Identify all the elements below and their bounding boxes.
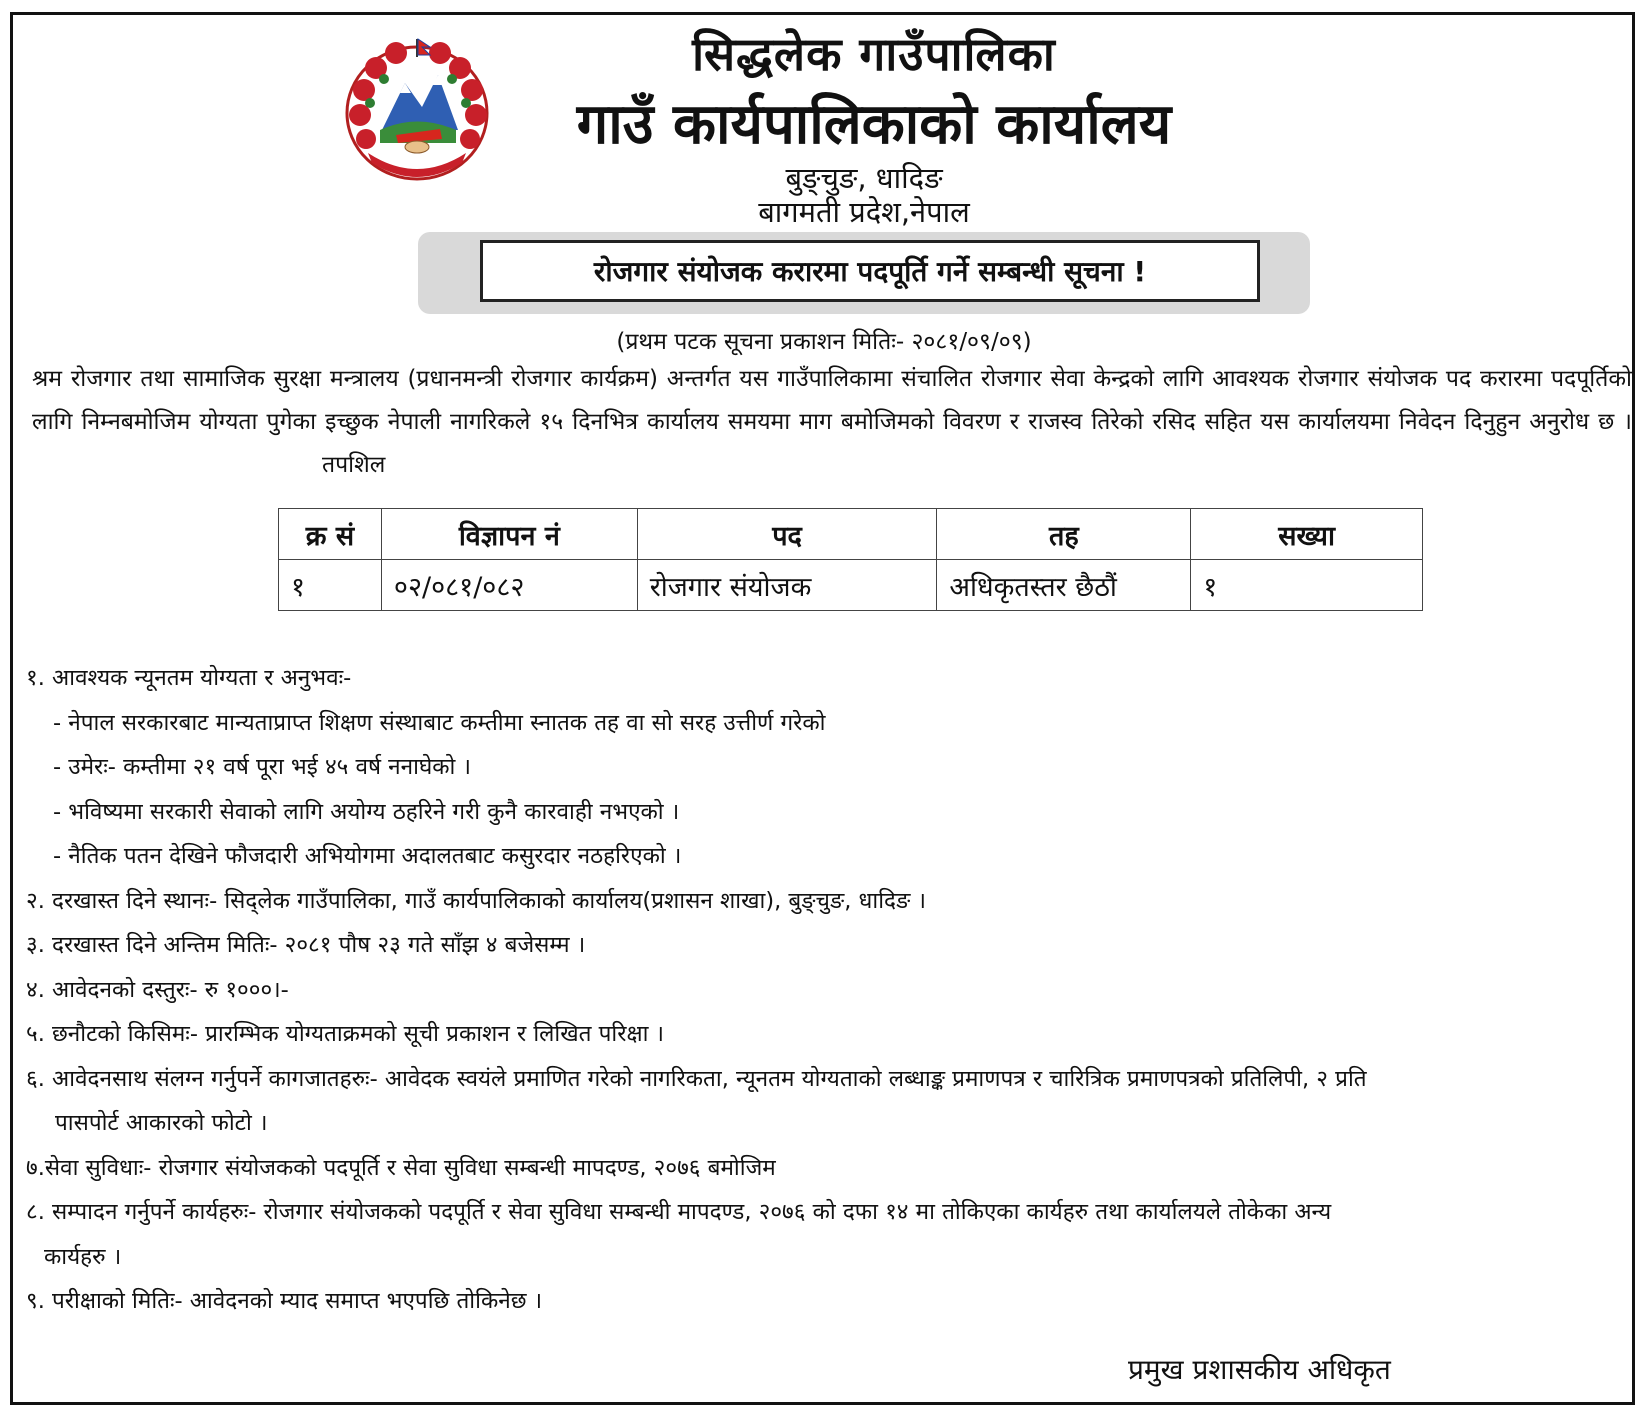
address-line-2: बागमती प्रदेश,नेपाल: [758, 195, 970, 229]
cell-level: अधिकृतस्तर छैठौं: [937, 560, 1191, 611]
details-label: तपशिल: [322, 452, 386, 478]
requirement-4: ४. आवेदनको दस्तुरः- रु १०००।-: [26, 976, 289, 1003]
table-header-row: [279, 509, 1423, 560]
col-count: सख्या: [1191, 509, 1423, 560]
municipality-name: सिद्धलेक गाउँपालिका: [692, 27, 1056, 81]
requirement-2: २. दरखास्त दिने स्थानः- सिद्लेक गाउँपालिका, गाउँ कार्यपालिकाको कार्यालय(प्रशासन शाखा), बुङ्चुङ, धादिङ ।: [26, 887, 926, 914]
requirement-1-item: - नेपाल सरकारबाट मान्यताप्राप्त शिक्षण संस्थाबाट कम्तीमा स्नातक तह वा सो सरह उत्तीर्ण गरेको: [53, 709, 826, 736]
requirement-6-cont: पासपोर्ट आकारको फोटो ।: [55, 1110, 268, 1136]
requirement-6: ६. आवेदनसाथ संलग्न गर्नुपर्ने कागजातहरुः- आवेदक स्वयंले प्रमाणित गरेको नागरिकता, न्यूनतम योग्यताको लब्धाङ्क प्रमाणपत्र र चारित्रिक प्रमाणपत्रको प्रतिलिपी, २ प्रति: [26, 1065, 1367, 1092]
requirement-1-item: - उमेरः- कम्तीमा २१ वर्ष पूरा भई ४५ वर्ष ननाघेको ।: [53, 754, 472, 780]
requirement-1-item: - नैतिक पतन देखिने फौजदारी अभियोगमा अदालतबाट कसुरदार नठहरिएको ।: [53, 843, 682, 869]
address-line-1: बुङ्चुङ, धादिङ: [785, 161, 943, 195]
col-post: पद: [637, 509, 937, 560]
cell-advertisement-no: ०२/०८१/०८२: [381, 560, 637, 611]
requirement-8-cont: कार्यहरु ।: [44, 1243, 122, 1270]
cell-post: रोजगार संयोजक: [637, 560, 937, 611]
cell-serial: १: [279, 560, 382, 611]
requirement-1-title: १. आवश्यक न्यूनतम योग्यता र अनुभवः-: [26, 665, 352, 691]
office-name: गाउँ कार्यपालिकाको कार्यालय: [576, 92, 1172, 157]
col-serial: क्र सं: [279, 509, 382, 560]
requirement-9: ९. परीक्षाको मितिः- आवेदनको म्याद समाप्त भएपछि तोकिनेछ ।: [26, 1288, 543, 1314]
requirements-list: [26, 656, 1616, 1324]
signatory-title: प्रमुख प्रशासकीय अधिकृत: [1128, 1353, 1391, 1386]
cell-count: १: [1191, 560, 1423, 611]
col-advertisement-no: विज्ञापन नं: [381, 509, 637, 560]
publication-date: (प्रथम पटक सूचना प्रकाशन मितिः- २०८१/०९/०९): [616, 329, 1032, 355]
requirement-7: ७.सेवा सुविधाः- रोजगार संयोजकको पदपूर्ति र सेवा सुविधा सम्बन्धी मापदण्ड, २०७६ बमोजिम: [26, 1154, 776, 1181]
vacancy-table: [278, 508, 1423, 611]
intro-paragraph: श्रम रोजगार तथा सामाजिक सुरक्षा मन्त्रालय (प्रधानमन्त्री रोजगार कार्यक्रम) अन्तर्गत यस गाउँपालिकामा संचालित रोजगार सेवा केन्द्रको लागि आवश्यक रोजगार संयोजक पद करारमा पदपूर्तिको लागि निम्नबमोजिम योग्यता पुगेका इच्छुक नेपाली नागरिकले १५ दिनभित्र कार्यालय समयमा माग बमोजिमको विवरण र राजस्व तिरेको रसिद सहित यस कार्यालयमा निवेदन दिनुहुन अनुरोध छ ।तपशिल: [32, 358, 1632, 487]
requirement-3: ३. दरखास्त दिने अन्तिम मितिः- २०८१ पौष २३ गते साँझ ४ बजेसम्म ।: [26, 932, 586, 958]
requirement-1-item: - भविष्यमा सरकारी सेवाको लागि अयोग्य ठहरिने गरी कुनै कारवाही नभएको ।: [53, 798, 680, 825]
requirement-5: ५. छनौटको किसिमः- प्रारम्भिक योग्यताक्रमको सूची प्रकाशन र लिखित परिक्षा ।: [26, 1021, 665, 1047]
notice-heading: रोजगार संयोजक करारमा पदपूर्ति गर्ने सम्बन्धी सूचना !: [480, 240, 1260, 302]
col-level: तह: [937, 509, 1191, 560]
table-row: [279, 560, 1423, 611]
requirement-8: ८. सम्पादन गर्नुपर्ने कार्यहरुः- रोजगार संयोजकको पदपूर्ति र सेवा सुविधा सम्बन्धी मापदण्ड, २०७६ को दफा १४ मा तोकिएका कार्यहरु तथा कार्यालयले तोकेका अन्य: [26, 1199, 1332, 1225]
